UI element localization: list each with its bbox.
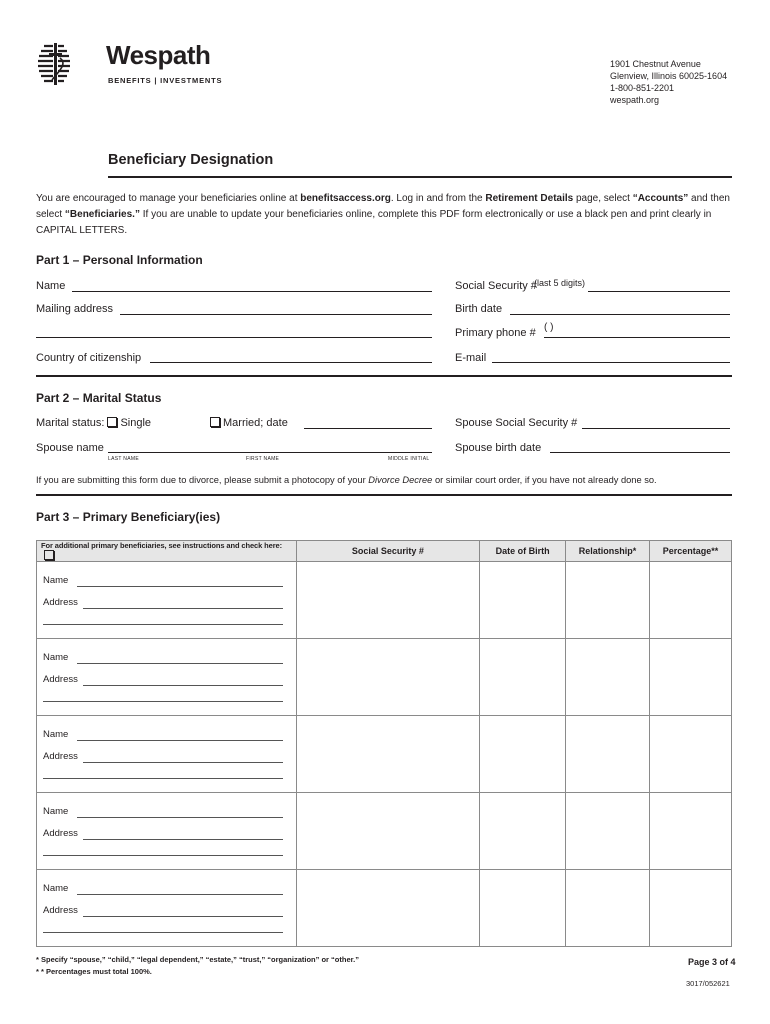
spouse-ssn-label: Spouse Social Security # (455, 417, 578, 429)
additional-beneficiaries-checkbox[interactable] (44, 550, 54, 560)
last-name-caption: LAST NAME (108, 456, 139, 462)
beneficiary-relationship-cell[interactable] (566, 716, 650, 793)
ssn-field[interactable] (588, 291, 730, 292)
address-line: 1-800-851-2201 (610, 83, 675, 93)
mailing-address-field-line2[interactable] (36, 337, 432, 338)
beneficiary-dob-cell[interactable] (480, 870, 566, 947)
beneficiary-dob-cell[interactable] (480, 793, 566, 870)
table-header-row (37, 541, 732, 562)
beneficiary-ssn-cell[interactable] (296, 716, 480, 793)
beneficiary-dob-cell[interactable] (480, 639, 566, 716)
beneficiary-name-field[interactable] (77, 663, 283, 664)
beneficiary-percentage-cell[interactable] (650, 716, 732, 793)
table-row (37, 562, 732, 639)
beneficiary-address-field[interactable] (83, 685, 283, 686)
name-field[interactable] (72, 291, 432, 292)
beneficiary-ssn-cell[interactable] (296, 639, 480, 716)
primary-phone-field[interactable] (544, 337, 730, 338)
title-divider (108, 176, 732, 178)
beneficiary-name-field[interactable] (77, 586, 283, 587)
beneficiary-name-field[interactable] (77, 740, 283, 741)
brand-name: Wespath (106, 40, 211, 70)
table-row (37, 870, 732, 947)
table-row (37, 639, 732, 716)
beneficiary-name-address-cell (37, 870, 297, 947)
beneficiary-address-label: Address (43, 828, 78, 839)
percentage-footnote: * * Percentages must total 100%. (36, 967, 152, 976)
website-link[interactable]: benefitsaccess.org (300, 193, 391, 204)
ssn-column-header: Social Security # (296, 541, 480, 562)
beneficiary-relationship-cell[interactable] (566, 793, 650, 870)
intro-paragraph: You are encouraged to manage your beneficiaries online at benefitsaccess.org. Log in and from the Retirement Details page, select “Accounts” and then select “Beneficiaries.” If you are unable to update your beneficiaries online, complete this PDF form electronically or use a black pen and print clearly in CAPITAL LETTERS. (36, 193, 730, 236)
country-label: Country of citizenship (36, 352, 142, 364)
beneficiary-address-field[interactable] (83, 762, 283, 763)
address-line: 1901 Chestnut Avenue (610, 59, 701, 69)
middle-initial-caption: MIDDLE INITIAL (388, 456, 430, 462)
beneficiary-relationship-cell[interactable] (566, 870, 650, 947)
spouse-birth-field[interactable] (550, 452, 730, 453)
beneficiary-name-field[interactable] (77, 817, 283, 818)
table-row (37, 716, 732, 793)
beneficiary-percentage-cell[interactable] (650, 639, 732, 716)
relationship-footnote: * Specify “spouse,” “child,” “legal dependent,” “estate,” “trust,” “organization” or “other.” (36, 955, 359, 964)
spouse-name-field[interactable] (108, 452, 432, 453)
ssn-hint: (last 5 digits) (534, 278, 586, 288)
beneficiary-dob-cell[interactable] (480, 562, 566, 639)
beneficiary-name-label: Name (43, 806, 69, 817)
beneficiary-name-label: Name (43, 883, 69, 894)
beneficiary-address-label: Address (43, 674, 78, 685)
company-address (610, 58, 727, 106)
spouse-ssn-field[interactable] (582, 428, 730, 429)
table-row (37, 793, 732, 870)
beneficiary-ssn-cell[interactable] (296, 870, 480, 947)
beneficiary-relationship-cell[interactable] (566, 562, 650, 639)
divorce-note: If you are submitting this form due to divorce, please submit a photocopy of your Divorce Decree or similar court order, if you have not already done so. (36, 475, 657, 485)
beneficiary-name-address-cell (37, 639, 297, 716)
first-name-caption: FIRST NAME (246, 456, 280, 462)
email-label: E-mail (455, 352, 487, 364)
beneficiary-address-field-line2[interactable] (43, 932, 283, 933)
beneficiary-address-field-line2[interactable] (43, 701, 283, 702)
marriage-date-field[interactable] (304, 428, 432, 429)
form-number: 3017/052621 (686, 979, 730, 988)
beneficiary-relationship-cell[interactable] (566, 639, 650, 716)
spouse-birth-label: Spouse birth date (455, 442, 542, 454)
email-field[interactable] (492, 362, 730, 363)
beneficiary-address-label: Address (43, 905, 78, 916)
beneficiary-address-field-line2[interactable] (43, 855, 283, 856)
beneficiary-address-field-line2[interactable] (43, 624, 283, 625)
single-checkbox[interactable] (107, 417, 117, 427)
beneficiary-address-label: Address (43, 597, 78, 608)
beneficiary-percentage-cell[interactable] (650, 793, 732, 870)
address-line: wespath.org (610, 95, 660, 105)
part1-divider (36, 375, 732, 377)
beneficiary-name-label: Name (43, 652, 69, 663)
beneficiary-name-address-cell (37, 562, 297, 639)
name-label: Name (36, 280, 66, 292)
phone-area-code-parens: ( ) (544, 322, 554, 333)
married-option (207, 417, 288, 429)
beneficiary-address-field[interactable] (83, 916, 283, 917)
marital-status-label: Marital status: Single (36, 417, 152, 429)
part2-title: Part 2 – Marital Status (36, 391, 162, 405)
dob-column-header: Date of Birth (480, 541, 566, 562)
beneficiary-table (36, 540, 732, 947)
beneficiary-name-label: Name (43, 729, 69, 740)
primary-phone-label: Primary phone # (455, 327, 536, 339)
additional-beneficiaries-header: For additional primary beneficiaries, see instructions and check here: (37, 541, 297, 562)
country-field[interactable] (150, 362, 432, 363)
beneficiary-name-address-cell (37, 716, 297, 793)
mailing-address-field[interactable] (120, 314, 432, 315)
part2-divider (36, 494, 732, 496)
brand-tagline: BENEFITS | INVESTMENTS (108, 76, 223, 85)
part1-title: Part 1 – Personal Information (36, 253, 203, 267)
beneficiary-address-field-line2[interactable] (43, 778, 283, 779)
beneficiary-name-address-cell (37, 793, 297, 870)
beneficiary-ssn-cell[interactable] (296, 793, 480, 870)
percentage-column-header: Percentage** (650, 541, 732, 562)
birth-date-label: Birth date (455, 303, 503, 315)
beneficiary-address-field[interactable] (83, 608, 283, 609)
spouse-name-label: Spouse name (36, 442, 104, 454)
beneficiary-percentage-cell[interactable] (650, 562, 732, 639)
beneficiary-name-label: Name (43, 575, 69, 586)
relationship-column-header: Relationship* (566, 541, 650, 562)
married-option-label: Married; date (223, 417, 288, 429)
mailing-address-label: Mailing address (36, 303, 114, 315)
married-checkbox[interactable] (210, 417, 220, 427)
beneficiary-ssn-cell[interactable] (296, 562, 480, 639)
part3-title: Part 3 – Primary Beneficiary(ies) (36, 510, 221, 524)
ssn-label: Social Security # (455, 280, 537, 292)
beneficiary-dob-cell[interactable] (480, 716, 566, 793)
page-number: Page 3 of 4 (688, 957, 736, 967)
beneficiary-percentage-cell[interactable] (650, 870, 732, 947)
address-line: Glenview, Illinois 60025-1604 (610, 71, 728, 81)
birth-date-field[interactable] (510, 314, 730, 315)
beneficiary-address-label: Address (43, 751, 78, 762)
page-title: Beneficiary Designation (108, 152, 274, 168)
beneficiary-name-field[interactable] (77, 894, 283, 895)
beneficiary-address-field[interactable] (83, 839, 283, 840)
single-option-label: Single (120, 417, 152, 429)
